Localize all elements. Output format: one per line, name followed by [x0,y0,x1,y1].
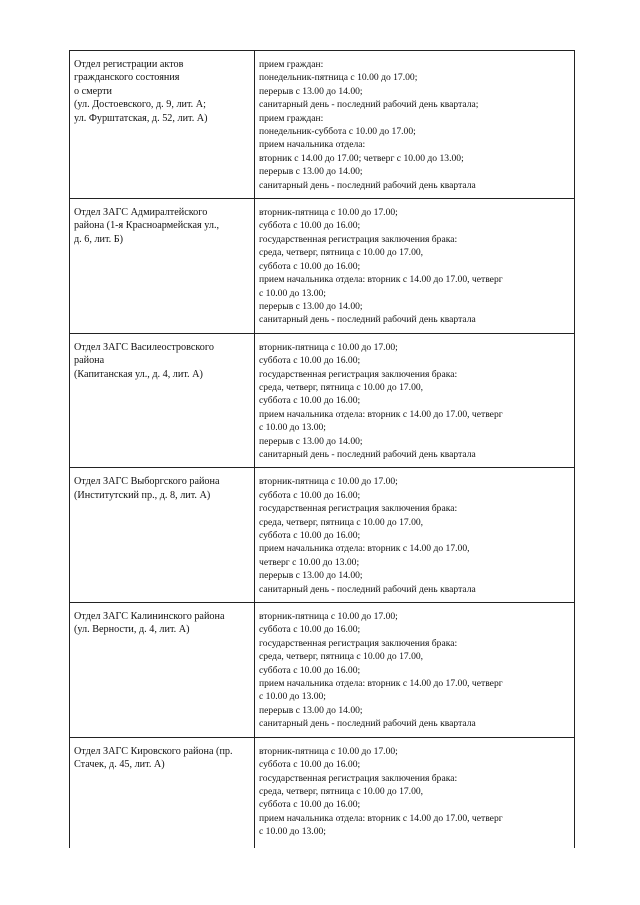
hours-line: санитарный день - последний рабочий день квартала [259,448,476,460]
hours-line: среда, четверг, пятница с 10.00 до 17.00, [259,247,424,259]
hours-line: суббота с 10.00 до 16.00; [259,355,361,367]
office-cell [70,603,255,738]
hours-line: государственная регистрация заключения брака: [259,233,458,245]
office-cell [70,51,255,199]
table-row [70,468,575,603]
office-line: ул. Фурштатская, д. 52, лит. А) [74,112,208,124]
office-line: Отдел ЗАГС Адмиралтейского [74,207,208,219]
office-cell [70,333,255,468]
office-line: Стачек, д. 45, лит. А) [74,759,165,771]
hours-cell [255,333,575,468]
office-line: Отдел ЗАГС Выборгского района [74,476,220,488]
hours-line: суббота с 10.00 до 16.00; [259,664,361,676]
hours-line: прием начальника отдела: вторник с 14.00 до 17.00, четверг [259,812,503,824]
hours-line: среда, четверг, пятница с 10.00 до 17.00, [259,516,424,528]
office-line: Отдел регистрации актов [74,59,184,70]
hours-line: вторник-пятница с 10.00 до 17.00; [259,341,398,353]
hours-line: с 10.00 до 13.00; [259,287,326,299]
office-line: (ул. Верности, д. 4, лит. А) [74,624,190,636]
hours-line: вторник с 14.00 до 17.00; четверг с 10.00 до 13.00; [259,152,464,164]
hours-line: государственная регистрация заключения брака: [259,772,458,784]
hours-line: понедельник-суббота с 10.00 до 17.00; [259,126,416,138]
hours-line: среда, четверг, пятница с 10.00 до 17.00, [259,785,424,797]
hours-line: вторник-пятница с 10.00 до 17.00; [259,207,398,219]
hours-line: санитарный день - последний рабочий день квартала [259,179,476,191]
hours-line: с 10.00 до 13.00; [259,691,326,703]
hours-line: суббота с 10.00 до 16.00; [259,624,361,636]
hours-line: прием начальника отдела: [259,139,366,151]
hours-line: перерыв с 13.00 до 14.00; [259,704,363,716]
hours-line: с 10.00 до 13.00; [259,422,326,434]
table-row [70,603,575,738]
hours-line: прием начальника отдела: вторник с 14.00 до 17.00, четверг [259,678,503,690]
hours-line: государственная регистрация заключения брака: [259,368,458,380]
hours-line: суббота с 10.00 до 16.00; [259,530,361,541]
hours-line: среда, четверг, пятница с 10.00 до 17.00, [259,381,424,393]
office-line: Отдел ЗАГС Василеостровского [74,341,214,353]
office-line: района [74,355,105,367]
hours-line: государственная регистрация заключения брака: [259,503,458,515]
hours-line: понедельник-пятница с 10.00 до 17.00; [259,72,418,84]
office-line: Отдел ЗАГС Кировского района (пр. [74,745,233,757]
hours-line: прием начальника отдела: вторник с 14.00 до 17.00, [259,543,470,555]
hours-line: перерыв с 13.00 до 14.00; [259,435,363,447]
hours-line: прием граждан: [259,59,324,70]
office-cell [70,199,255,334]
hours-line: вторник-пятница с 10.00 до 17.00; [259,611,398,623]
office-line: (Капитанская ул., д. 4, лит. А) [74,368,203,380]
hours-line: суббота с 10.00 до 16.00; [259,260,361,272]
hours-line: четверг с 10.00 до 13.00; [259,556,360,568]
table-row [70,51,575,199]
office-schedule-table [69,50,575,848]
hours-line: перерыв с 13.00 до 14.00; [259,300,363,312]
hours-line: санитарный день - последний рабочий день квартала [259,583,476,595]
hours-cell [255,199,575,334]
hours-line: прием начальника отдела: вторник с 14.00 до 17.00, четверг [259,274,503,286]
hours-line: вторник-пятница с 10.00 до 17.00; [259,745,398,757]
hours-line: вторник-пятница с 10.00 до 17.00; [259,476,398,488]
hours-cell [255,468,575,603]
hours-line: суббота с 10.00 до 16.00; [259,220,361,232]
office-line: гражданского состояния [74,72,180,84]
hours-line: среда, четверг, пятница с 10.00 до 17.00, [259,651,424,663]
schedule-table-body [70,51,575,848]
hours-line: санитарный день - последний рабочий день квартала [259,718,476,730]
table-row [70,737,575,847]
hours-cell [255,51,575,199]
hours-line: перерыв с 13.00 до 14.00; [259,570,363,582]
hours-line: санитарный день - последний рабочий день квартала; [259,99,479,111]
office-cell [70,737,255,847]
hours-line: государственная регистрация заключения брака: [259,637,458,649]
hours-line: суббота с 10.00 до 16.00; [259,799,361,811]
hours-cell [255,737,575,847]
hours-line: санитарный день - последний рабочий день квартала [259,314,476,326]
office-line: (Институтский пр., д. 8, лит. А) [74,489,211,501]
hours-line: перерыв с 13.00 до 14.00; [259,85,363,97]
hours-line: суббота с 10.00 до 16.00; [259,489,361,501]
office-line: района (1-я Красноармейская ул., [74,220,220,232]
office-line: д. 6, лит. Б) [74,233,124,245]
office-line: (ул. Достоевского, д. 9, лит. А; [74,99,206,111]
hours-line: перерыв с 13.00 до 14.00; [259,166,363,178]
hours-line: прием начальника отдела: вторник с 14.00 до 17.00, четверг [259,408,503,420]
table-row [70,333,575,468]
hours-cell [255,603,575,738]
hours-line: суббота с 10.00 до 16.00; [259,395,361,407]
hours-line: с 10.00 до 13.00; [259,826,326,838]
hours-line: суббота с 10.00 до 16.00; [259,759,361,771]
office-line: о смерти [74,85,112,97]
hours-line: прием граждан: [259,112,324,124]
office-cell [70,468,255,603]
table-row [70,199,575,334]
office-line: Отдел ЗАГС Калининского района [74,611,225,623]
